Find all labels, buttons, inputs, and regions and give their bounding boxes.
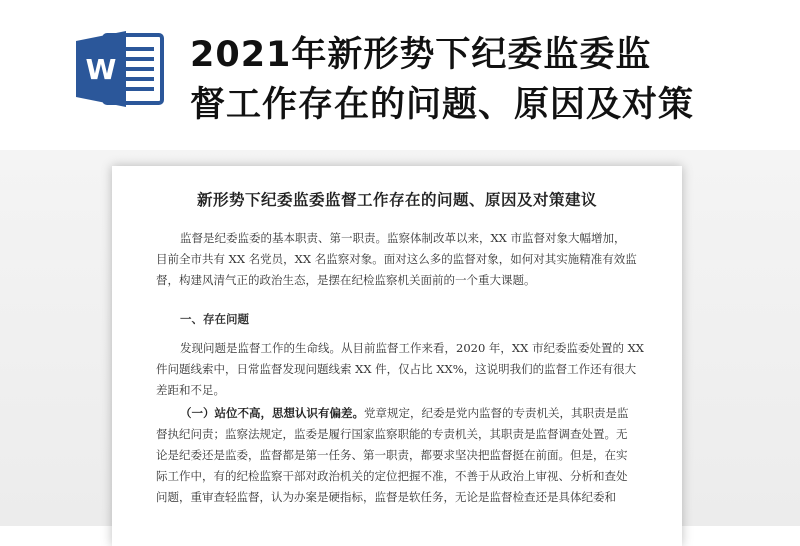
intro-line-2: 目前全市共有 XX 名党员，XX 名监察对象。面对这么多的监督对象，如何对其实施精准有效监 [156,252,637,266]
subsection1-line-4: 际工作中，有的纪检监察干部对政治机关的定位把握不准，不善于从政治上审视、分析和查处 [156,469,628,483]
document-page [112,166,682,546]
subsection1-line-3: 论是纪委还是监委，监督都是第一任务、第一职责，都要求坚决把监督挺在前面。但是，在实 [156,448,628,462]
subsection1-line-5: 问题，重审查轻监督，认为办案是硬指标，监督是软任务，无论是监督检查还是具体纪委和 [156,490,616,504]
subsection1-line-2: 督执纪问责；监察法规定，监委是履行国家监察职能的专责机关，其职责是监督调查处置。无 [156,427,628,441]
subsection1-heading: （一）站位不高，思想认识有偏差。 [180,406,364,420]
section1-line-2: 件问题线索中，日常监督发现问题线索 XX 件，仅占比 XX%，这说明我们的监督工作还有很大 [156,362,637,376]
section1-line-1: 发现问题是监督工作的生命线。从目前监督工作来看，2020 年，XX 市纪委监委处置的 XX [180,341,644,355]
intro-line-1: 监督是纪委监委的基本职责、第一职责。监察体制改革以来，XX 市监督对象大幅增加， [180,231,626,245]
section1-paragraph [156,338,656,401]
word-document-icon [74,29,166,109]
subsection1-line-1 [156,403,656,424]
header-banner [0,0,800,150]
page-title [190,30,790,130]
subsection1-paragraph [156,403,656,508]
logo-letter: W [85,53,117,86]
section-heading: 一、存在问题 [180,312,249,326]
subsection1-first-text: 党章规定，纪委是党内监督的专责机关，其职责是监 [364,406,629,420]
page-title-line-2: 督工作存在的问题、原因及对策 [190,85,695,125]
document-title: 新形势下纪委监委监督工作存在的问题、原因及对策建议 [196,190,597,209]
page-title-line-1: 2021年新形势下纪委监委监 [190,35,652,75]
intro-line-3: 督，构建风清气正的政治生态，是摆在纪检监察机关面前的一个重大课题。 [156,273,536,287]
intro-paragraph [156,228,656,291]
section1-line-3: 差距和不足。 [156,383,225,397]
